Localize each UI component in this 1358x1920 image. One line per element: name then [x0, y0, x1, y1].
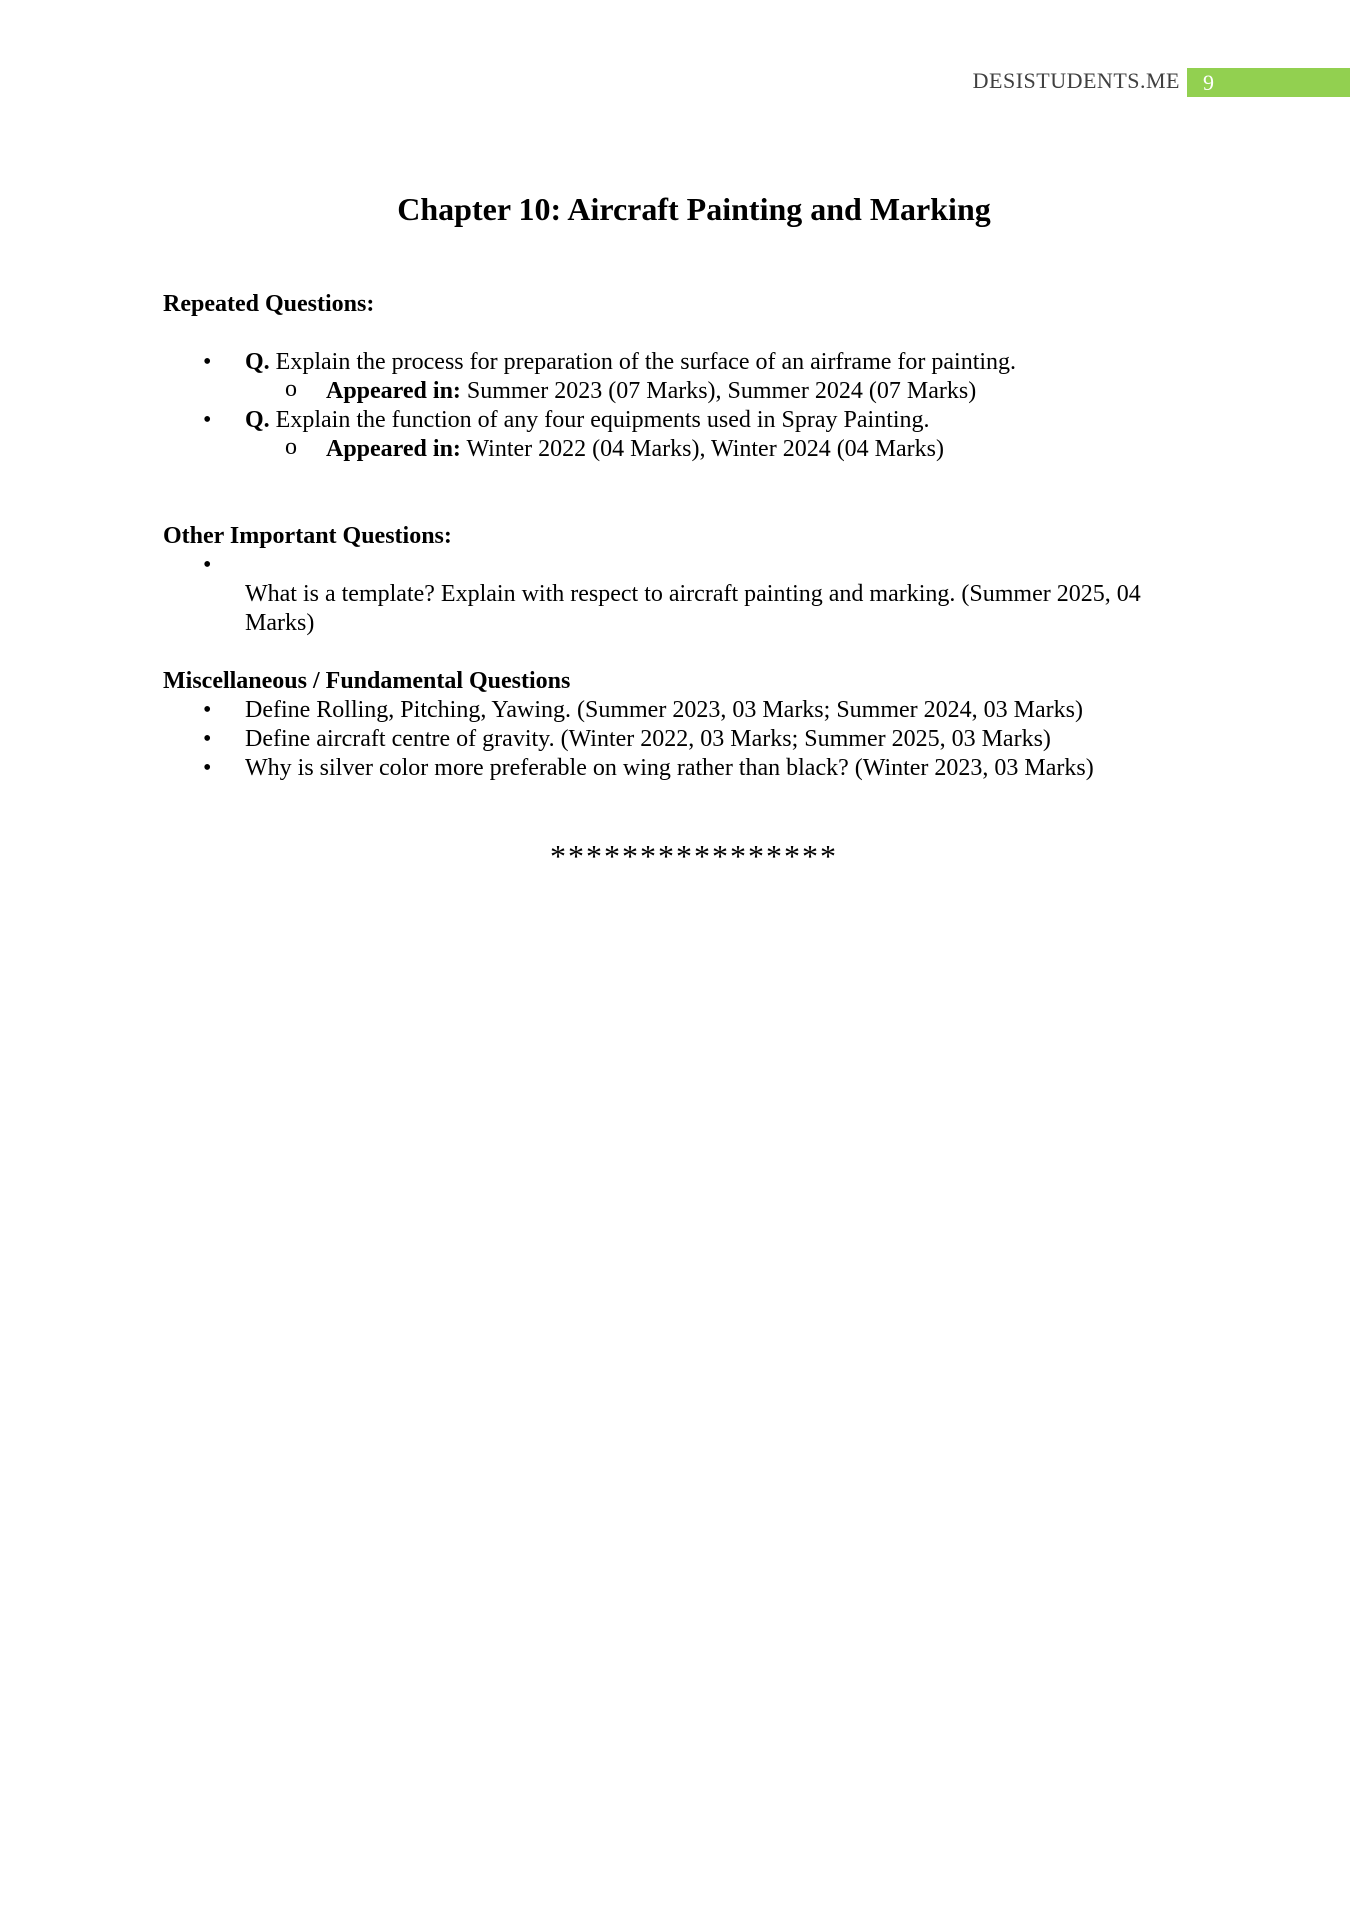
question-label: Q. [245, 407, 270, 433]
document-body [163, 290, 1213, 783]
list-item [163, 551, 1213, 638]
sub-bullet-icon: o [285, 434, 297, 460]
question-text: What is a template? Explain with respect to aircraft painting and marking. (Summer 2025, 04 Marks) [245, 581, 1141, 636]
sub-bullet-icon: o [285, 376, 297, 402]
appeared-value: Summer 2023 (07 Marks), Summer 2024 (07 Marks) [460, 378, 977, 404]
list-item [163, 725, 1213, 754]
bullet-icon: • [203, 407, 212, 433]
page-number-badge: 9 [1187, 68, 1350, 97]
question-label: Q. [245, 349, 270, 375]
bullet-icon: • [203, 755, 212, 781]
list-item [163, 348, 1213, 406]
appeared-label: Appeared in: [326, 436, 461, 462]
misc-questions-list [163, 696, 1213, 783]
bullet-icon: • [203, 697, 212, 723]
question-text: Define aircraft centre of gravity. (Winter 2022, 03 Marks; Summer 2025, 03 Marks) [245, 726, 1051, 752]
list-item [163, 754, 1213, 783]
appeared-value: Winter 2022 (04 Marks), Winter 2024 (04 Marks) [460, 436, 944, 462]
bullet-icon: • [203, 552, 212, 578]
bullet-icon: • [203, 726, 212, 752]
list-item [163, 696, 1213, 725]
question-text: Explain the function of any four equipments used in Spray Painting. [269, 407, 930, 433]
header-site-name: DESISTUDENTS.ME [972, 68, 1180, 93]
misc-questions-heading: Miscellaneous / Fundamental Questions [163, 668, 571, 694]
repeated-questions-list [163, 348, 1213, 464]
appeared-in-line [163, 377, 1213, 406]
question-text: Why is silver color more preferable on wing rather than black? (Winter 2023, 03 Marks) [245, 755, 1094, 781]
question-text: Define Rolling, Pitching, Yawing. (Summer 2023, 03 Marks; Summer 2024, 03 Marks) [245, 697, 1083, 723]
appeared-in-line [163, 435, 1213, 464]
list-item [163, 406, 1213, 464]
chapter-title: Chapter 10: Aircraft Painting and Marking [397, 191, 991, 227]
bullet-icon: • [203, 349, 212, 375]
question-text: Explain the process for preparation of the surface of an airframe for painting. [269, 349, 1017, 375]
other-questions-list [163, 551, 1213, 638]
repeated-questions-heading: Repeated Questions: [163, 291, 375, 317]
other-questions-heading: Other Important Questions: [163, 523, 452, 549]
end-marker: **************** [550, 838, 838, 874]
appeared-label: Appeared in: [326, 378, 461, 404]
